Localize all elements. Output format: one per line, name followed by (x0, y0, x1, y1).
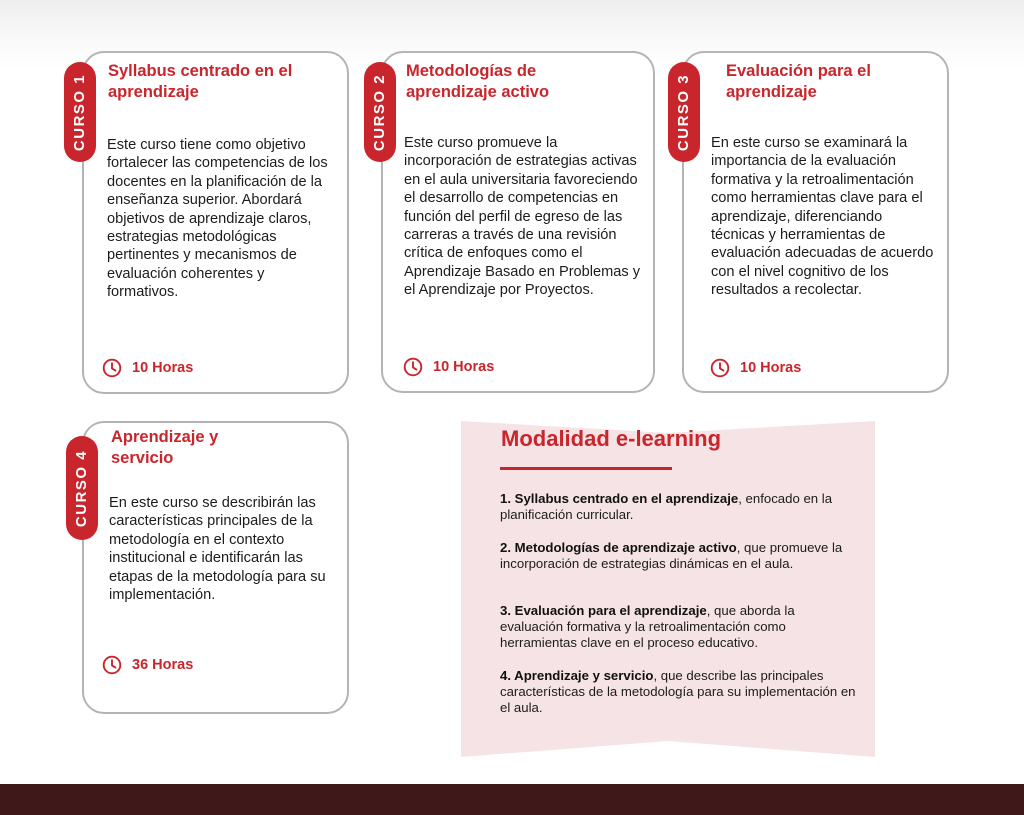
modality-item-title: 4. Aprendizaje y servicio (500, 668, 654, 683)
course-title: Aprendizaje y servicio (111, 428, 219, 467)
clock-icon (710, 358, 730, 378)
hours-label: 36 Horas (132, 657, 194, 673)
clock-icon (102, 655, 122, 675)
course-tab-1 (64, 62, 96, 162)
modality-item-1 (500, 491, 860, 523)
modality-item-title: 1. Syllabus centrado en el aprendizaje (500, 491, 739, 506)
course-tab-label: CURSO 2 (371, 73, 389, 151)
hours-label: 10 Horas (740, 360, 802, 376)
course-title: Metodologías de aprendizaje activo (406, 62, 550, 101)
modality-item-text: , enfocado en la planificación curricular. (500, 491, 833, 522)
modality-item-4 (500, 668, 860, 715)
modality-item-text: , que aborda la evaluación formativa y la retroalimentación como herramientas clave en el proceso educativo. (500, 603, 795, 650)
footer-bar (0, 784, 1024, 815)
hours-label: 10 Horas (132, 360, 194, 376)
course-tab-4 (66, 436, 98, 540)
course-hours (102, 655, 193, 675)
modality-item-title: 3. Evaluación para el aprendizaje (500, 603, 707, 618)
course-title: Evaluación para el aprendizaje (726, 62, 871, 101)
course-tab-label: CURSO 4 (73, 449, 91, 527)
modality-item-text: , que describe las principales características de la metodología para su implementación en el aula. (500, 668, 856, 715)
course-description: Este curso tiene como objetivo fortalecer las competencias de los docentes en la planificación de la enseñanza superior. Abordará objetivos de aprendizaje claros, estrategias metodológicas pertinentes y mecanismos de evaluación coherentes y formativos. (107, 137, 328, 301)
modality-divider (500, 467, 672, 470)
clock-icon (403, 357, 423, 377)
course-tab-2 (364, 62, 396, 162)
modality-item-2 (500, 540, 860, 572)
course-tab-label: CURSO 1 (71, 73, 89, 151)
hours-label: 10 Horas (433, 359, 495, 375)
course-hours (710, 358, 801, 378)
course-hours (403, 357, 494, 377)
course-tab-label: CURSO 3 (675, 73, 693, 151)
course-description: En este curso se describirán las características principales de la metodología en el contexto institucional e identificarán las etapas de la metodología para su implementación. (109, 495, 326, 604)
course-title: Syllabus centrado en el aprendizaje (108, 62, 293, 101)
modality-item-title: 2. Metodologías de aprendizaje activo (500, 540, 737, 555)
clock-icon (102, 358, 122, 378)
modality-title: Modalidad e-learning (501, 426, 722, 451)
modality-item-3 (500, 603, 860, 650)
course-description: En este curso se examinará la importancia de la evaluación formativa y la retroalimentación como herramientas clave para el aprendizaje, diferenciando técnicas y herramientas de evaluación adecuadas de acuerdo con el nivel cognitivo de los resultados a recolectar. (711, 135, 934, 299)
modality-item-text: , que promueve la incorporación de estrategias dinámicas en el aula. (500, 540, 843, 571)
course-description: Este curso promueve la incorporación de estrategias activas en el aula universitaria favoreciendo el desarrollo de competencias en función del perfil de egreso de las carreras a través de una revisión crítica de enfoques como el Aprendizaje Basado en Problemas y el Aprendizaje por Proyectos. (404, 135, 641, 299)
course-hours (102, 358, 193, 378)
course-tab-3 (668, 62, 700, 162)
